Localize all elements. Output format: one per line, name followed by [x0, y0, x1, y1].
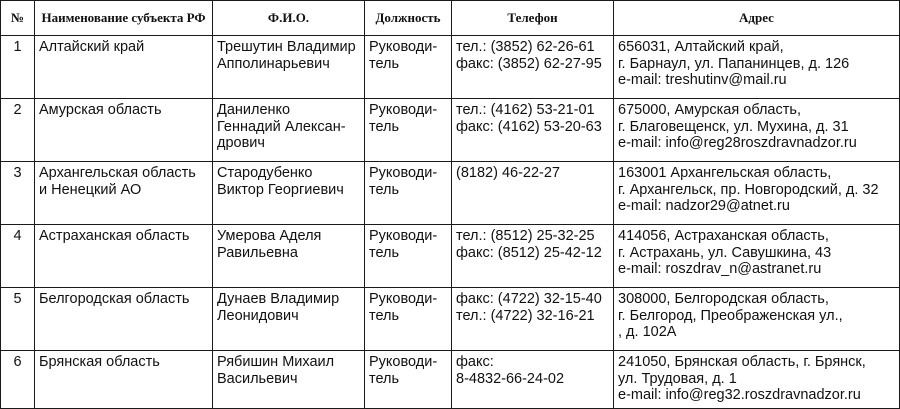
- cell-num: 6: [1, 351, 35, 409]
- cell-num: 4: [1, 225, 35, 288]
- cell-region: Алтайский край: [35, 36, 213, 99]
- header-name: Ф.И.О.: [213, 1, 365, 36]
- cell-region: Астраханская область: [35, 225, 213, 288]
- table-row: [1, 162, 900, 225]
- cell-position: Руководи- тель: [365, 225, 452, 288]
- header-region: Наименование субъекта РФ: [35, 1, 213, 36]
- cell-region: Белгородская область: [35, 288, 213, 351]
- header-phone: Телефон: [452, 1, 614, 36]
- cell-num: 3: [1, 162, 35, 225]
- cell-position: Руководи- тель: [365, 36, 452, 99]
- table-row: [1, 351, 900, 409]
- cell-region: Брянская область: [35, 351, 213, 409]
- table-body: [1, 36, 900, 409]
- cell-address: 414056, Астраханская область, г. Астрахань, ул. Савушкина, 43 e-mail: roszdrav_n@astranet.ru: [614, 225, 900, 288]
- cell-position: Руководи- тель: [365, 288, 452, 351]
- cell-address: 675000, Амурская область, г. Благовещенск, ул. Мухина, д. 31 e-mail: info@reg28roszdravnadzor.ru: [614, 99, 900, 162]
- cell-phone: факс: 8-4832-66-24-02: [452, 351, 614, 409]
- table-header: [1, 1, 900, 36]
- header-position: Должность: [365, 1, 452, 36]
- cell-position: Руководи- тель: [365, 351, 452, 409]
- cell-region: Амурская область: [35, 99, 213, 162]
- table-row: [1, 225, 900, 288]
- cell-name: Умерова Аделя Равильевна: [213, 225, 365, 288]
- table-row: [1, 36, 900, 99]
- cell-address: 241050, Брянская область, г. Брянск, ул. Трудовая, д. 1 e-mail: info@reg32.roszdravnadzor.ru: [614, 351, 900, 409]
- cell-address: 308000, Белгородская область, г. Белгород, Преображенская ул., , д. 102А: [614, 288, 900, 351]
- header-row: [1, 1, 900, 36]
- header-address: Адрес: [614, 1, 900, 36]
- cell-position: Руководи- тель: [365, 99, 452, 162]
- cell-address: 163001 Архангельская область, г. Архангельск, пр. Новгородский, д. 32 e-mail: nadzor29@atnet.ru: [614, 162, 900, 225]
- cell-num: 1: [1, 36, 35, 99]
- cell-phone: тел.: (8512) 25-32-25 факс: (8512) 25-42-12: [452, 225, 614, 288]
- header-num: №: [1, 1, 35, 36]
- cell-address: 656031, Алтайский край, г. Барнаул, ул. Папанинцев, д. 126 e-mail: treshutinv@mail.ru: [614, 36, 900, 99]
- cell-position: Руководи- тель: [365, 162, 452, 225]
- cell-phone: (8182) 46-22-27: [452, 162, 614, 225]
- cell-phone: тел.: (3852) 62-26-61 факс: (3852) 62-27-95: [452, 36, 614, 99]
- cell-name: Рябишин Михаил Васильевич: [213, 351, 365, 409]
- table-row: [1, 288, 900, 351]
- cell-phone: факс: (4722) 32-15-40 тел.: (4722) 32-16-21: [452, 288, 614, 351]
- cell-name: Даниленко Геннадий Алексан- дрович: [213, 99, 365, 162]
- table-row: [1, 99, 900, 162]
- cell-name: Стародубенко Виктор Георгиевич: [213, 162, 365, 225]
- cell-num: 5: [1, 288, 35, 351]
- cell-phone: тел.: (4162) 53-21-01 факс: (4162) 53-20-63: [452, 99, 614, 162]
- cell-num: 2: [1, 99, 35, 162]
- cell-name: Дунаев Владимир Леонидович: [213, 288, 365, 351]
- cell-region: Архангельская область и Ненецкий АО: [35, 162, 213, 225]
- cell-name: Трешутин Владимир Апполинарьевич: [213, 36, 365, 99]
